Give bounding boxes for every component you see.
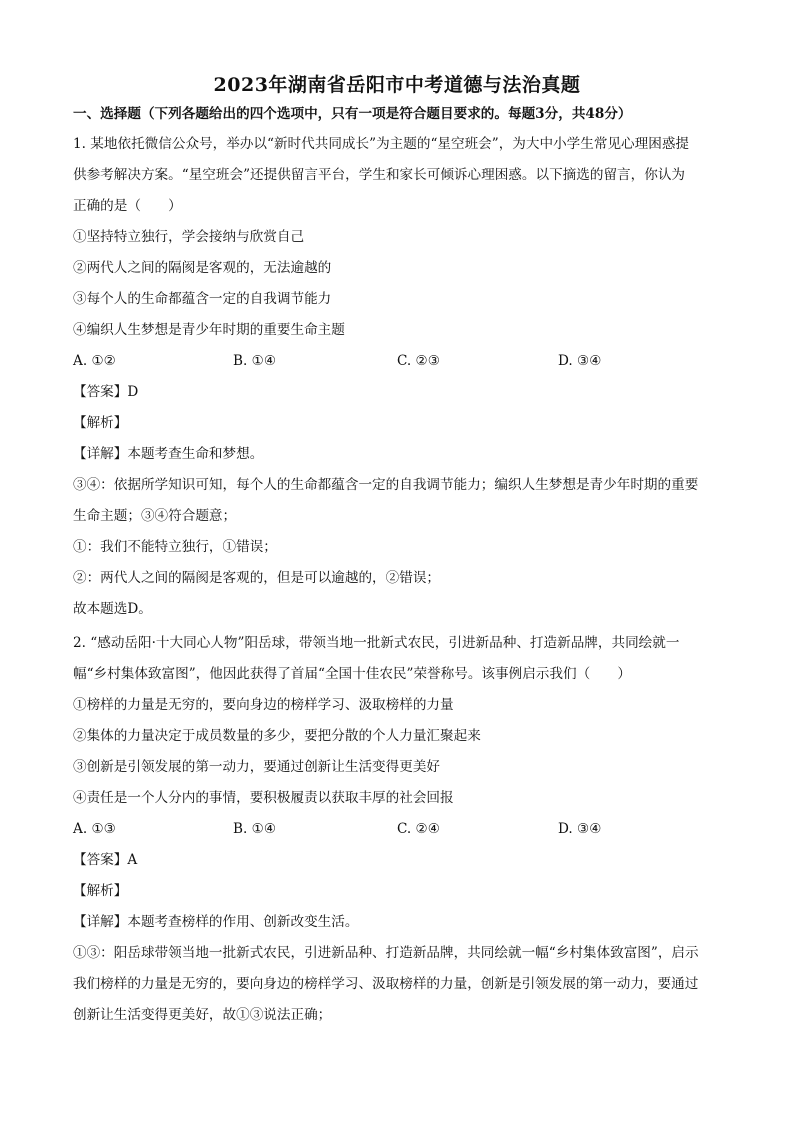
q1-explain-line-3: ①：我们不能特立独行，①错误；: [73, 539, 277, 555]
q1-explain-line-5: 故本题选D。: [73, 601, 152, 617]
q1-option-b: B. ①④: [233, 353, 277, 369]
q1-option-d: D. ③④: [558, 353, 602, 369]
q1-statement-4: ④编织人生梦想是青少年时期的重要生命主题: [73, 322, 345, 338]
q2-option-a: A. ①③: [73, 821, 116, 837]
q2-detail: 【详解】本题考查榜样的作用、创新改变生活。: [73, 914, 359, 930]
q1-option-a: A. ①②: [73, 353, 116, 369]
q1-analysis-label: 【解析】: [73, 415, 128, 431]
q2-statement-4: ④责任是一个人分内的事情，要积极履责以获取丰厚的社会回报: [73, 790, 454, 806]
q2-analysis-label: 【解析】: [73, 883, 128, 899]
q2-statement-3: ③创新是引领发展的第一动力，要通过创新让生活变得更美好: [73, 759, 441, 775]
q2-answer: 【答案】A: [73, 852, 138, 868]
q2-option-c: C. ②④: [397, 821, 440, 837]
q2-stem-line-1: 2. “感动岳阳·十大同心人物”阳岳球，带领当地一批新式农民，引进新品种、打造新品牌，共同绘就一: [73, 635, 680, 651]
q1-explain-line-4: ②：两代人之间的隔阂是客观的，但是可以逾越的，②错误；: [73, 570, 441, 586]
q1-explain-line-2: 生命主题；③④符合题意；: [73, 508, 237, 524]
q1-answer: 【答案】D: [73, 384, 139, 400]
q1-detail: 【详解】本题考查生命和梦想。: [73, 446, 264, 462]
q1-explain-line-1: ③④：依据所学知识可知，每个人的生命都蕴含一定的自我调节能力；编织人生梦想是青少年时期的重要: [73, 477, 699, 493]
q2-explain-line-2: 我们榜样的力量是无穷的，要向身边的榜样学习、汲取榜样的力量，创新是引领发展的第一动力，要通过: [73, 976, 699, 992]
q1-stem-line-2: 供参考解决方案。“星空班会”还提供留言平台，学生和家长可倾诉心理困惑。以下摘选的留言，你认为: [73, 167, 686, 183]
q1-stem-line-3: 正确的是（ ）: [73, 198, 182, 214]
q1-statement-1: ①坚持特立独行，学会接纳与欣赏自己: [73, 229, 305, 245]
q1-statement-2: ②两代人之间的隔阂是客观的，无法逾越的: [73, 260, 332, 276]
q2-explain-line-3: 创新让生活变得更美好，故①③说法正确；: [73, 1007, 332, 1023]
q1-stem-line-1: 1. 某地依托微信公众号，举办以“新时代共同成长”为主题的“星空班会”，为大中小学生常见心理困惑提: [73, 136, 690, 152]
q2-option-d: D. ③④: [558, 821, 602, 837]
page-title: 2023年湖南省岳阳市中考道德与法治真题: [213, 74, 581, 96]
q1-statement-3: ③每个人的生命都蕴含一定的自我调节能力: [73, 291, 332, 307]
section-header: 一、选择题（下列各题给出的四个选项中，只有一项是符合题目要求的。每题3分，共48分）: [73, 106, 632, 122]
q1-option-c: C. ②③: [397, 353, 440, 369]
q2-stem-line-2: 幅“乡村集体致富图”，他因此获得了首届“全国十佳农民”荣誉称号。该事例启示我们（ ）: [73, 666, 631, 682]
q2-option-b: B. ①④: [233, 821, 277, 837]
q2-statement-1: ①榜样的力量是无穷的，要向身边的榜样学习、汲取榜样的力量: [73, 697, 454, 713]
q2-explain-line-1: ①③：阳岳球带领当地一批新式农民，引进新品种、打造新品牌，共同绘就一幅“乡村集体致富图”，启示: [73, 945, 699, 961]
q2-statement-2: ②集体的力量决定于成员数量的多少，要把分散的个人力量汇聚起来: [73, 728, 481, 744]
